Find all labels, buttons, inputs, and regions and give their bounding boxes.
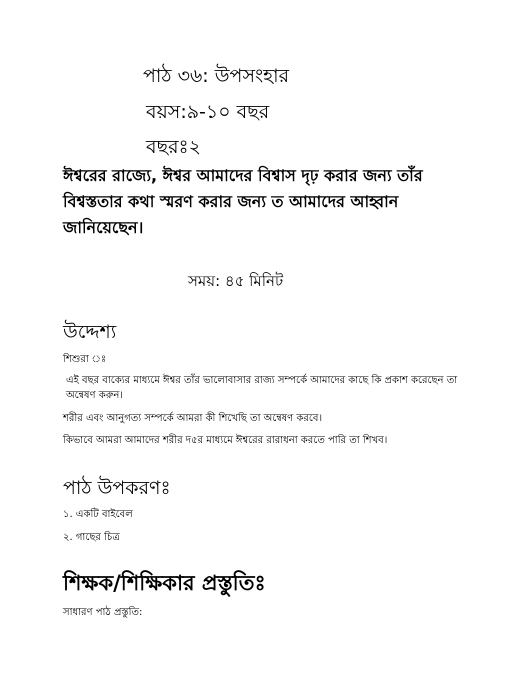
objective-item: এই বছর বাক্যের মাধ্যমে ঈশ্বর তাঁর ভালোবাসার রাজ্য সম্পর্কে আমাদের কাছে কি প্রকাশ করেছেন তা অন্বেষণ করুন। [66,375,458,401]
objectives-heading: উদ্দেশ্য [63,321,117,343]
material-item: ২. গাছের চিত্র [63,532,120,543]
lesson-theme: ঈশ্বরের রাজ্যে, ঈশ্বর আমাদের বিশ্বাস দৃঢ় করার জন্য তাঁর বিশ্বস্ততার কথা স্মরণ করার জন্য ত আমাদের আহ্বান জানিয়েছেন। [63,166,423,237]
preparation-heading: শিক্ষক/শিক্ষিকার প্রস্তুতিঃ [63,571,266,595]
lesson-duration: সময়: ৪৫ মিনিট [188,272,284,290]
materials-heading: পাঠ উপকরণঃ [63,477,171,499]
objective-item: কিভাবে আমরা আমাদের শরীর দ৫র মাধ্যমে ঈশ্বরের রারাধনা করতে পারি তা শিখব। [63,435,388,446]
objective-item: শরীর এবং আনুগত্য সম্পর্কে আমরা কী শিখেছি তা অন্বেষণ করবে। [63,413,323,424]
age-range: বয়স:৯-১০ বছর [146,101,270,123]
preparation-text: সাধারণ পাঠ প্রস্তুতি: [63,607,143,618]
lesson-title: পাঠ ৩৬: উপসংহার [143,65,290,87]
children-label: শিশুরা ঃ [63,354,107,365]
year-level: বছরঃ২ [146,136,202,158]
material-item: ১. একটি বাইবেল [63,509,133,520]
